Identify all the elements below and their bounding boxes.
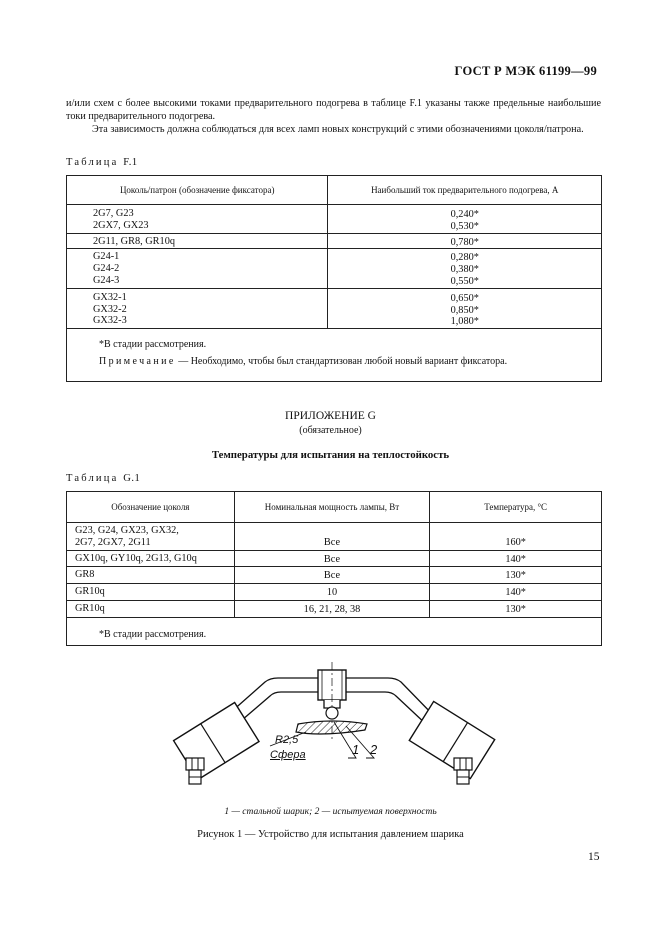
table-g1-base: GR10q <box>75 586 105 598</box>
label-number-2: 2 <box>370 742 378 757</box>
table-f1-value: 0,530* <box>450 220 479 232</box>
table-g1-header-base: Обозначение цоколя <box>67 492 235 523</box>
table-g1-power: 16, 21, 28, 38 <box>234 600 430 617</box>
table-f1-grid <box>66 175 602 382</box>
table-g1-row <box>67 600 602 617</box>
table-g1-power: Все <box>234 567 430 584</box>
page-number: 15 <box>588 851 600 863</box>
table-g1-temp: 160* <box>430 523 602 551</box>
table-g1-row <box>67 567 602 584</box>
table-f1-value: 0,240* <box>450 209 479 220</box>
table-f1-value: 0,550* <box>450 275 479 287</box>
table-f1-row <box>67 205 602 234</box>
table-f1-base: GX32-3 <box>93 315 127 327</box>
table-g1 <box>66 491 602 646</box>
intro-paragraph-2: Эта зависимость должна соблюдаться для всех ламп новых конструкций с этими обозначениями цоколя/патрона. <box>92 124 584 135</box>
table-f1 <box>66 175 602 382</box>
table-g1-base: GR8 <box>75 569 95 581</box>
table-g1-temp: 140* <box>430 584 602 601</box>
table-f1-notes-row <box>67 329 602 382</box>
table-f1-caption <box>66 157 138 168</box>
table-f1-footnote: *В стадии рассмотрения. <box>99 339 207 351</box>
table-g1-notes-row <box>67 617 602 645</box>
table-f1-value: 1,080* <box>450 316 479 328</box>
table-f1-value: 0,850* <box>450 304 479 316</box>
ball-pressure-apparatus-drawing <box>170 662 500 800</box>
figure-legend: 1 — стальной шарик; 2 — испытуемая поверхность <box>224 807 437 817</box>
right-foot-nut <box>454 758 472 784</box>
table-f1-base: 2G7, G23 <box>93 208 134 219</box>
right-weight-block <box>409 701 494 778</box>
table-g1-power: Все <box>234 523 430 551</box>
appendix-status: (обязательное) <box>299 425 362 436</box>
figure-caption: Рисунок 1 — Устройство для испытания давлением шарика <box>197 829 464 840</box>
test-surface <box>296 721 367 734</box>
table-g1-row <box>67 523 602 551</box>
table-g1-row <box>67 550 602 567</box>
table-f1-note-label: Примечание <box>99 356 176 368</box>
table-f1-base: 2G11, GR8, GR10q <box>93 235 175 247</box>
table-f1-base: G24-3 <box>93 274 120 286</box>
table-f1-header-base: Цоколь/патрон (обозначение фиксатора) <box>67 176 328 205</box>
table-f1-row <box>67 288 602 328</box>
appendix-title: ПРИЛОЖЕНИЕ G <box>285 410 376 422</box>
table-g1-temp: 130* <box>430 567 602 584</box>
table-g1-base: GX10q, GY10q, 2G13, G10q <box>75 552 197 564</box>
left-foot-nut <box>186 758 204 784</box>
table-f1-base: GX32-2 <box>93 303 127 315</box>
table-f1-value: 0,280* <box>450 252 479 264</box>
label-sphere: Сфера <box>270 749 306 761</box>
table-g1-caption-number: G.1 <box>123 473 141 484</box>
table-f1-base: GX32-1 <box>93 291 127 303</box>
table-f1-base: G24-1 <box>93 251 120 263</box>
table-g1-base: G23, G24, GX23, GX32, <box>75 525 179 536</box>
table-g1-header-temp: Температура, °C <box>430 492 602 523</box>
label-radius: R2,5 <box>275 734 299 746</box>
table-g1-temp: 140* <box>430 550 602 567</box>
table-g1-caption-word: Таблица <box>66 473 119 484</box>
label-number-1: 1 <box>352 742 360 757</box>
table-g1-base: 2G7, 2GX7, 2G11 <box>75 536 151 548</box>
table-g1-caption <box>66 473 140 484</box>
table-f1-caption-number: F.1 <box>123 157 138 168</box>
table-f1-base: 2GX7, GX23 <box>93 219 149 231</box>
table-f1-row <box>67 233 602 249</box>
table-g1-footnote: *В стадии рассмотрения. <box>99 628 207 640</box>
table-g1-row <box>67 584 602 601</box>
table-f1-value: 0,380* <box>450 264 479 276</box>
table-f1-value: 0,650* <box>450 292 479 304</box>
table-g1-base: GR10q <box>75 602 105 614</box>
table-f1-base: G24-2 <box>93 263 120 275</box>
table-g1-grid <box>66 491 602 646</box>
table-g1-power: Все <box>234 550 430 567</box>
table-g1-power: 10 <box>234 584 430 601</box>
intro-paragraph-1: и/или схем с более высокими токами предварительного подогрева в таблице F.1 указаны также предельные наибольшие токи предварительного подогрева. <box>66 98 601 122</box>
table-g1-temp: 130* <box>430 600 602 617</box>
steel-ball <box>326 707 338 719</box>
table-f1-note-text: — Необходимо, чтобы был стандартизован любой новый вариант фиксатора. <box>178 356 508 368</box>
table-f1-value: 0,780* <box>450 236 479 248</box>
table-g1-header-power: Номинальная мощность лампы, Вт <box>234 492 430 523</box>
table-f1-caption-word: Таблица <box>66 157 119 168</box>
table-f1-row <box>67 249 602 288</box>
document-header: ГОСТ Р МЭК 61199—99 <box>454 64 597 78</box>
table-f1-header-current: Наибольший ток предварительного подогрева, А <box>328 176 602 205</box>
appendix-heading: Температуры для испытания на теплостойкость <box>211 449 450 461</box>
